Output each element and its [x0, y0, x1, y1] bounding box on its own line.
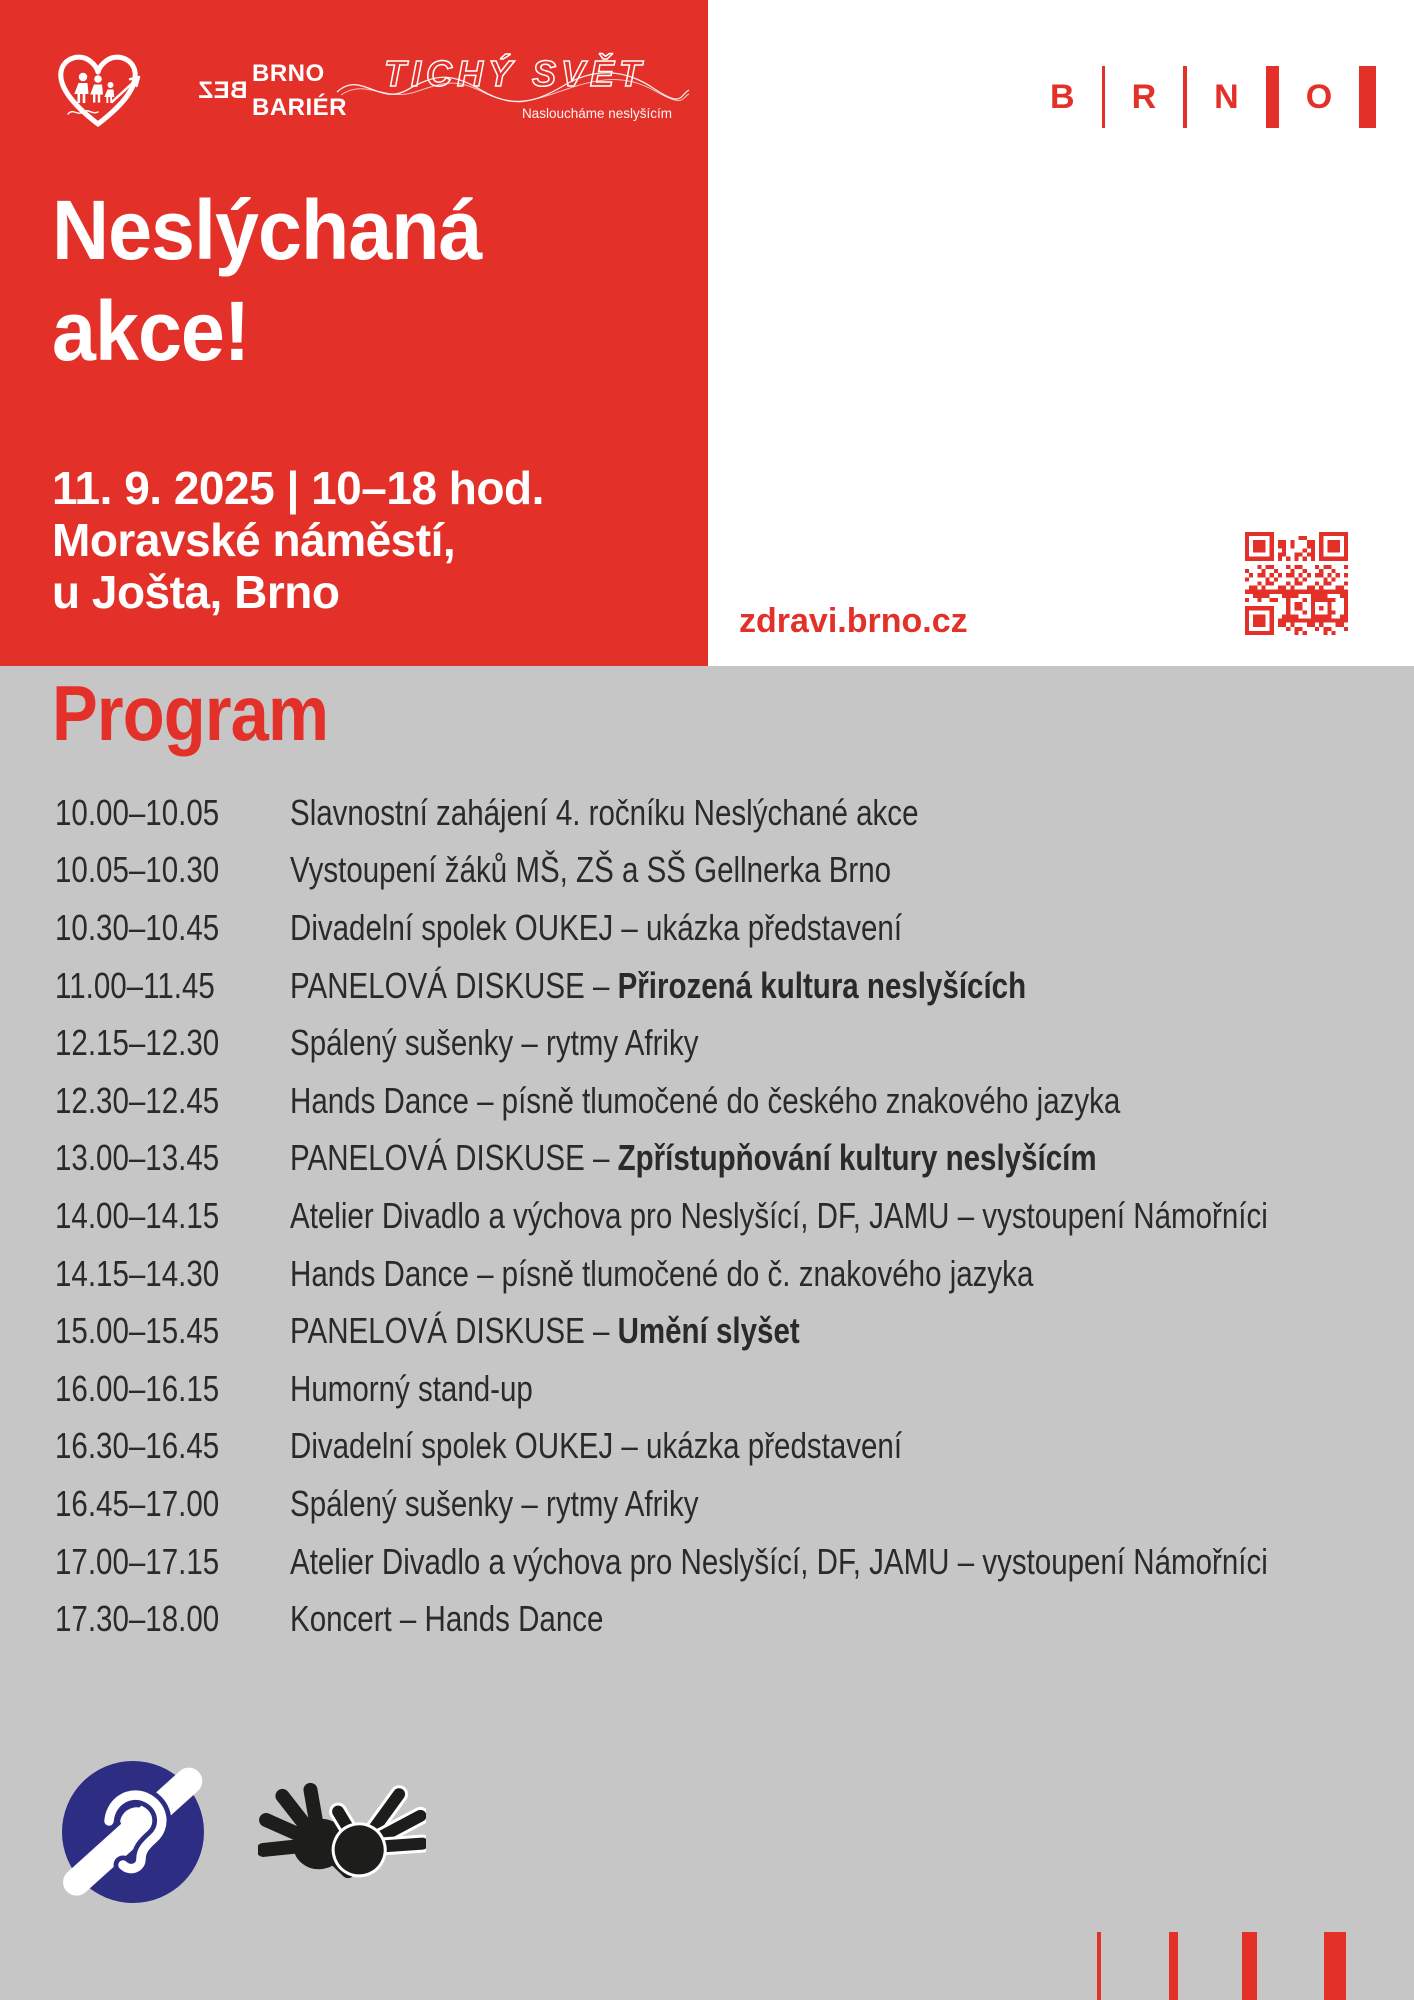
program-time: 12.15–12.30: [55, 1022, 220, 1064]
brno-logo-letter-o: O: [1305, 78, 1333, 116]
program-description: Hands Dance – písně tlumočené do českého znakového jazyka: [290, 1079, 1121, 1121]
program-description: Atelier Divadlo a výchova pro Neslyšící, DF, JAMU – vystoupení Námořníci: [290, 1194, 1268, 1236]
program-description: PANELOVÁ DISKUSE – Přirozená kultura neslyšících: [290, 964, 1027, 1006]
brno-logo-bar-2: [1183, 66, 1187, 128]
header-red-block: [0, 0, 708, 666]
program-time: 13.00–13.45: [55, 1137, 220, 1179]
tichy-svet-logo: [335, 48, 691, 124]
program-row: [55, 1130, 1385, 1188]
brno-logo-bar-4: [1359, 66, 1376, 128]
program-row: [55, 842, 1385, 900]
program-description: Atelier Divadlo a výchova pro Neslyšící, DF, JAMU – vystoupení Námořníci: [290, 1540, 1268, 1582]
brno-city-logo: [1050, 66, 1376, 128]
program-time: 14.00–14.15: [55, 1194, 220, 1236]
program-row: [55, 784, 1385, 842]
program-row: [55, 1533, 1385, 1591]
program-time: 16.00–16.15: [55, 1367, 220, 1409]
soundwave-scribble-icon: [335, 48, 691, 106]
program-row: [55, 1302, 1385, 1360]
program-row: [55, 1360, 1385, 1418]
program-list: [55, 784, 1385, 1648]
event-date-location: [52, 462, 544, 618]
program-time: 10.30–10.45: [55, 906, 220, 948]
program-description: Divadelní spolek OUKEJ – ukázka představení: [290, 1425, 903, 1467]
program-time: 15.00–15.45: [55, 1310, 220, 1352]
program-time: 14.15–14.30: [55, 1252, 220, 1294]
program-description: PANELOVÁ DISKUSE – Zpřístupňování kultury neslyšícím: [290, 1137, 1097, 1179]
bbb-line-bez-mirrored: BEZ: [198, 77, 248, 104]
brno-logo-letter-b: B: [1050, 78, 1075, 116]
program-description: Spálený sušenky – rytmy Afriky: [290, 1482, 699, 1524]
program-description: Spálený sušenky – rytmy Afriky: [290, 1022, 699, 1064]
program-row: [55, 1187, 1385, 1245]
event-title: [52, 180, 482, 382]
family-heart-logo-icon: [52, 50, 146, 134]
program-section: [0, 666, 1414, 2000]
footer-bar-1: [1097, 1932, 1101, 2000]
program-time: 10.00–10.05: [55, 791, 220, 833]
event-place-line1: Moravské náměstí,: [52, 514, 456, 566]
website-url: zdravi.brno.cz: [739, 602, 968, 640]
program-heading: Program: [52, 669, 329, 757]
program-description: Koncert – Hands Dance: [290, 1598, 604, 1640]
footer-bar-3: [1242, 1932, 1257, 2000]
program-time: 11.00–11.45: [55, 964, 215, 1006]
qr-code: [1245, 532, 1348, 635]
brno-logo-letter-r: R: [1131, 78, 1157, 116]
deafness-symbol-icon: [62, 1761, 204, 1903]
qr-code-icon: [1245, 532, 1348, 635]
footer-bar-2: [1169, 1932, 1178, 2000]
program-time: 16.30–16.45: [55, 1425, 220, 1467]
program-time: 17.00–17.15: [55, 1540, 220, 1582]
program-row: [55, 1418, 1385, 1476]
program-row: [55, 1475, 1385, 1533]
tichy-svet-tagline: Nasloucháme neslyšícím: [521, 106, 672, 121]
program-description: Vystoupení žáků MŠ, ZŠ a SŠ Gellnerka Brno: [290, 849, 892, 891]
program-description: Hands Dance – písně tlumočené do č. znakového jazyka: [290, 1252, 1034, 1294]
brno-bez-barier-logo: [198, 62, 350, 124]
program-row: [55, 1245, 1385, 1303]
event-date-time: 11. 9. 2025 | 10–18 hod.: [52, 462, 544, 514]
program-time: 17.30–18.00: [55, 1598, 220, 1640]
footer-bar-4: [1324, 1932, 1346, 2000]
program-description: Divadelní spolek OUKEJ – ukázka představení: [290, 906, 903, 948]
program-description: Humorný stand-up: [290, 1367, 533, 1409]
event-place-line2: u Jošta, Brno: [52, 566, 340, 618]
event-title-line1: Neslýchaná: [52, 183, 482, 277]
bbb-line-barier: BARIÉR: [252, 94, 348, 121]
program-description: Slavnostní zahájení 4. ročníku Neslýchané akce: [290, 791, 919, 833]
sign-language-hands-icon: [258, 1760, 426, 1906]
program-description: PANELOVÁ DISKUSE – Umění slyšet: [290, 1310, 800, 1352]
program-row: [55, 1072, 1385, 1130]
brno-logo-letter-n: N: [1214, 78, 1239, 116]
event-title-line2: akce!: [52, 284, 250, 378]
program-row: [55, 1014, 1385, 1072]
program-row: [55, 957, 1385, 1015]
bbb-line-brno: BRNO: [252, 60, 325, 87]
program-time: 16.45–17.00: [55, 1482, 220, 1524]
program-time: 10.05–10.30: [55, 849, 220, 891]
program-row: [55, 1590, 1385, 1648]
brno-logo-bar-1: [1102, 66, 1105, 128]
program-row: [55, 899, 1385, 957]
brno-logo-bar-3: [1266, 66, 1279, 128]
tichy-svet-wordmark: TICHÝ SVĚT: [383, 53, 647, 94]
program-time: 12.30–12.45: [55, 1079, 220, 1121]
